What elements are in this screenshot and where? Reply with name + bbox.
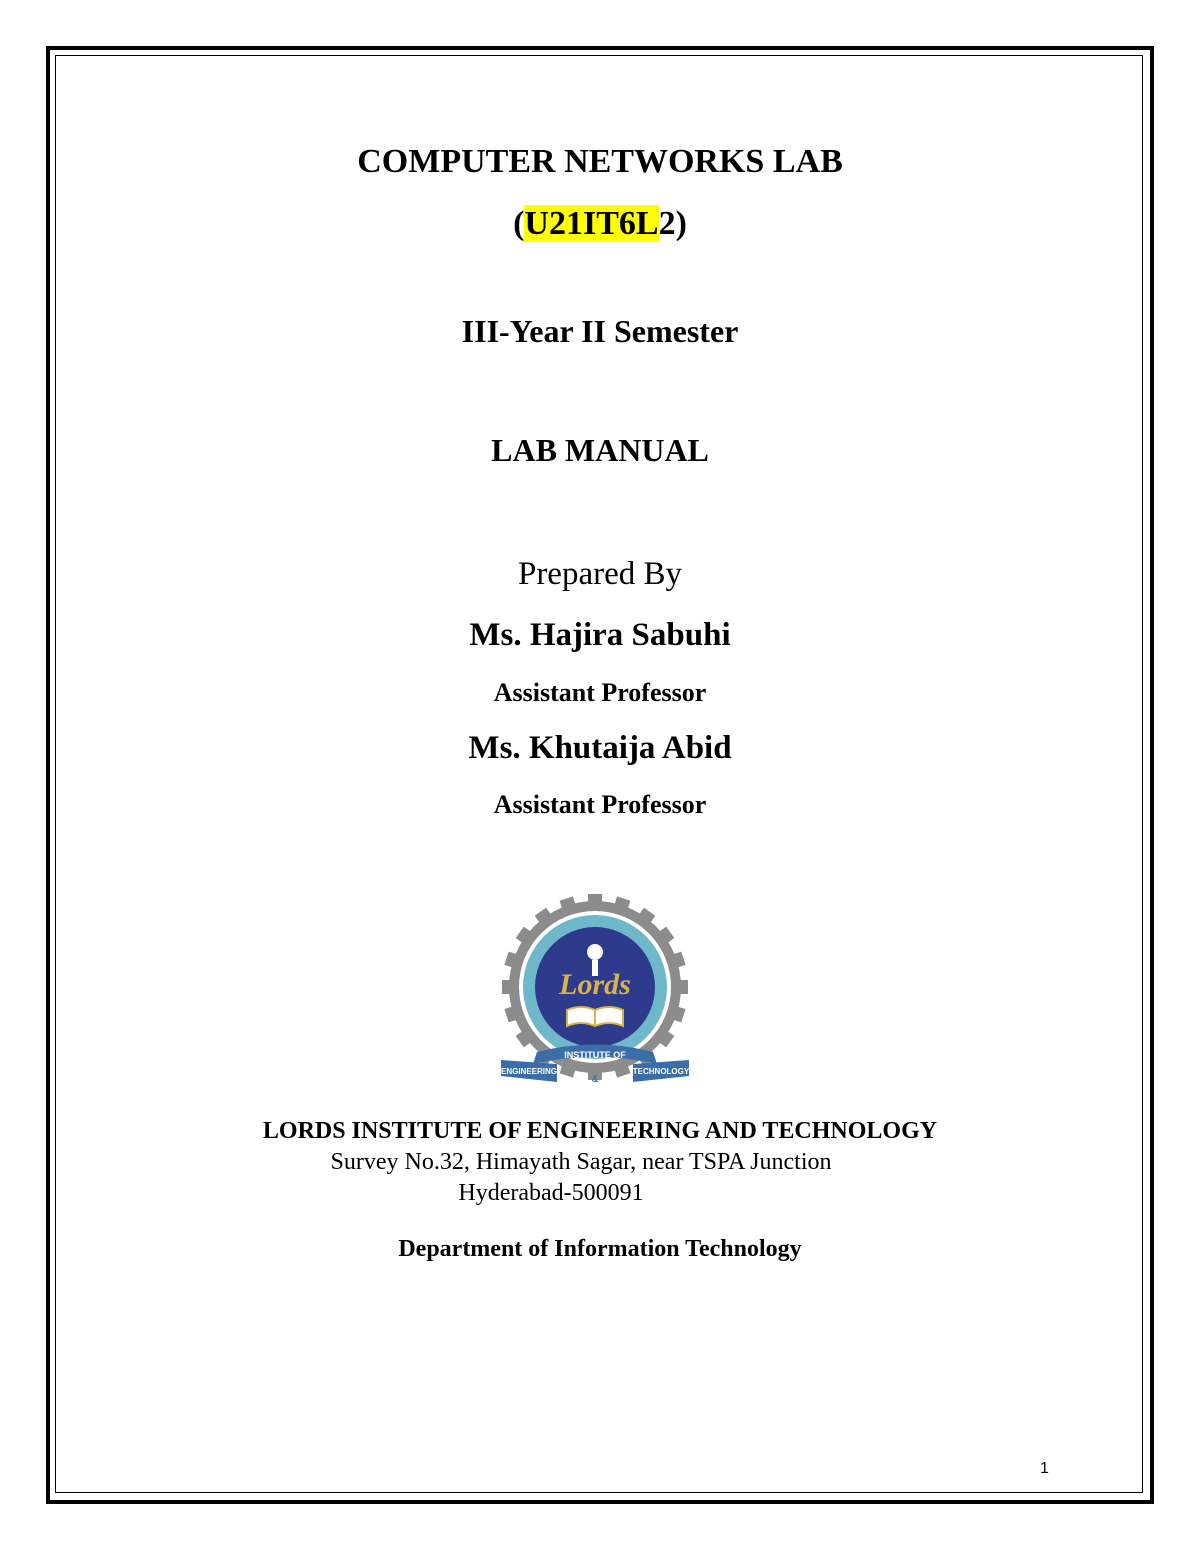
page-number: 1 [1040, 1460, 1049, 1477]
page-border-inner [55, 55, 1143, 1493]
document-type: LAB MANUAL [491, 432, 709, 468]
institute-address-line-1: Survey No.32, Himayath Sagar, near TSPA Junction [330, 1149, 832, 1175]
author-2-role: Assistant Professor [493, 790, 707, 819]
book-icon [567, 1007, 623, 1026]
logo-banner-left: ENGINEERING [500, 1067, 558, 1076]
department-name: Department of Information Technology [398, 1236, 802, 1262]
logo-banner-amp: & [591, 1074, 599, 1084]
course-code-rest: 2) [658, 205, 687, 242]
author-1-role: Assistant Professor [493, 678, 707, 707]
institute-address-line-2: Hyderabad-500091 [458, 1180, 644, 1206]
institute-name: LORDS INSTITUTE OF ENGINEERING AND TECHNOLOGY [262, 1118, 938, 1144]
course-code-open: ( [513, 205, 525, 242]
logo-script-text: Lords [559, 968, 631, 1001]
prepared-by-label: Prepared By [517, 556, 683, 592]
course-title: COMPUTER NETWORKS LAB [357, 143, 843, 180]
author-2-name: Ms. Khutaija Abid [468, 730, 732, 766]
institute-logo [497, 892, 693, 1092]
logo-banner-right: TECHNOLOGY [632, 1067, 690, 1076]
semester-label: III-Year II Semester [461, 313, 739, 349]
author-1-name: Ms. Hajira Sabuhi [469, 617, 731, 653]
logo-banner-top: INSTITUTE OF [564, 1050, 626, 1060]
course-code-highlight: U21IT6L [524, 205, 659, 242]
course-code-line [0, 205, 1200, 243]
